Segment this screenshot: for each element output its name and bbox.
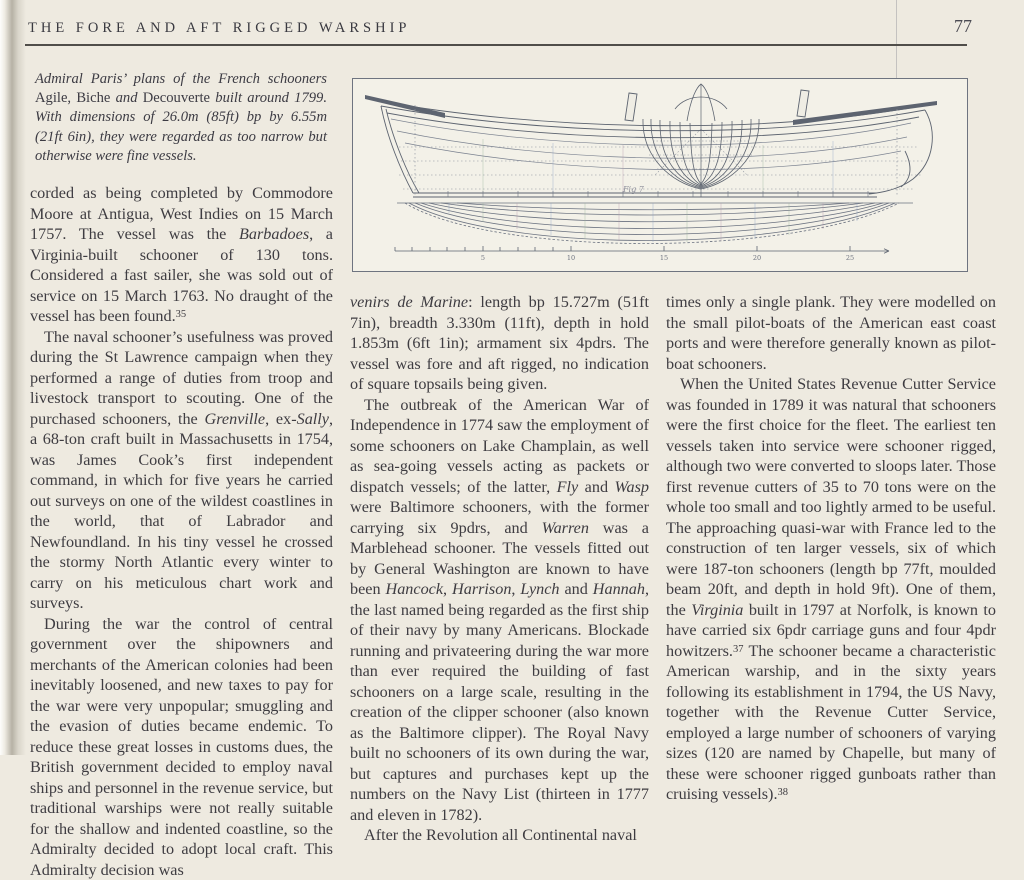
scan-edge-shadow: [0, 0, 26, 755]
running-header-title: THE FORE AND AFT RIGGED WARSHIP: [28, 20, 410, 37]
paragraph: [666, 374, 996, 805]
text-run: , the last named being regarded as the first ship of their navy by many Americans. Blockade running and privateering during the war more than ever required the building of fast schooners on a large scale, resulting in the creation of the clipper schooner (also known as the Baltimore clipper). The Royal Navy built no schooners of its own during the war, but captures and purchases kept up the numbers on the Navy List (thirteen in 1777 and eleven in 1782).: [350, 580, 649, 824]
text-run: ,: [443, 580, 452, 598]
page-number: 77: [946, 16, 980, 37]
waterline-dotted-lines: [397, 105, 923, 197]
text-run: The outbreak of the American War of Independence in 1774 saw the employment of some schooners on Lake Champlain, as well as sea-going vessels acting as packets or dispatch vessels; of the latter,: [350, 396, 649, 496]
foremast-stub: [625, 93, 637, 121]
text-run: Warren: [542, 519, 589, 537]
footnote-reference: 35: [176, 309, 187, 320]
text-run: Hancock: [386, 580, 444, 598]
half-breadth-waterlines: [397, 203, 913, 244]
text-run: Barbadoes: [239, 225, 309, 243]
text-column-right: [666, 292, 996, 805]
ship-lines-plan-figure: [352, 78, 968, 272]
header-rule: [25, 44, 967, 46]
text-run: , a 68-ton craft built in Massachusetts in 1754, was James Cook’s first independent command, in which for five years he carried out surveys on one of the wildest coastlines in the world, that of Labrador and Newfoundland. In his tiny vessel he crossed the stormy North Atlantic every winter to carry on his meticulous chart work and surveys.: [30, 410, 333, 613]
text-run: Grenville: [205, 410, 266, 428]
boom-spar: [793, 101, 937, 125]
text-run: Sally: [297, 410, 329, 428]
text-run: Agile, Biche: [35, 90, 116, 106]
text-run: When the United States Revenue Cutter Service was founded in 1789 it was natural that schooners were the first choice for the fleet. The earliest ten vessels taken into service were schooner rigged, although two were converted to sloops later. Those first revenue cutters of 35 to 70 tons were on the whole too small and too lightly armed to be useful. The approaching quasi-war with France led to the construction of ten larger vessels, six of which were 187-ton schooners (length bp 77ft, moulded beam 20ft, and depth in hold 9ft). One of them, the: [666, 375, 996, 619]
scale-label: 20: [753, 254, 761, 262]
paragraph: [350, 395, 649, 826]
text-run: Virginia: [691, 601, 743, 619]
scale-label: 25: [846, 254, 854, 262]
scale-label: 10: [567, 254, 575, 262]
text-run: Decouverte: [143, 90, 216, 106]
text-run: Fly: [557, 478, 579, 496]
paragraph: [30, 327, 333, 614]
figure-label: Fig 7: [622, 185, 645, 194]
figure-caption: [35, 70, 327, 166]
mainmast-stub: [797, 90, 809, 117]
ship-lines-plan-drawing: [353, 79, 967, 271]
footnote-reference: 38: [778, 787, 789, 798]
text-column-middle: [350, 292, 649, 846]
text-run: ,: [511, 580, 520, 598]
text-run: Harrison: [452, 580, 511, 598]
text-run: were Baltimore schooners, with the former carrying six 9pdrs, and: [350, 498, 649, 537]
text-run: and: [560, 580, 593, 598]
text-run: : length bp 15.727m (51ft 7in), breadth 3.330m (11ft), depth in hold 1.853m (6ft 1in); armament six 4pdrs. The vessel was fore and aft rigged, no indication of square topsails being given.: [350, 293, 649, 393]
text-run: and: [116, 90, 143, 106]
text-run: built in 1797 at Norfolk, is known to have carried six 6pdr carriage guns and four 4pdr howitzers.: [666, 601, 996, 660]
scale-label: 5: [481, 254, 485, 262]
station-lines: [449, 139, 857, 242]
text-run: The naval schooner’s usefulness was proved during the St Lawrence campaign when they performed a range of duties from troop and livestock transport to scouting. One of the purchased schooners, the: [30, 328, 333, 428]
text-run: The schooner became a characteristic American warship, and in the sixty years following its establishment in 1794, the US Navy, together with the Revenue Cutter Service, employed a large number of schooners of varying sizes (120 are named by Chapelle, but many of these were schooner rigged gunboats rather than cruising vessels).: [666, 642, 996, 804]
body-plan-sections: [643, 84, 759, 197]
scan-crease-line: [896, 0, 897, 78]
text-run: Hannah: [593, 580, 645, 598]
text-run: was a Marblehead schooner. The vessels fitted out by General Washington are known to have been: [350, 519, 649, 599]
scale-bar-labels: [481, 254, 854, 262]
bowsprit-spar: [365, 95, 445, 118]
footnote-reference: 37: [733, 644, 744, 655]
text-run: Admiral Paris’ plans of the French schooners: [35, 71, 327, 87]
text-run: , ex-: [265, 410, 297, 428]
text-run: times only a single plank. They were modelled on the small pilot-boats of the American east coast ports and were therefore generally known as pilot-boat schooners.: [666, 293, 996, 373]
paragraph: [666, 292, 996, 374]
paragraph: [350, 825, 649, 846]
paragraph: [30, 183, 333, 327]
text-run: During the war the control of central government over the shipowners and merchants of the American colonies had been inevitably loosened, and new taxes to pay for the war were very unpopular; smuggling and the evasion of duties became endemic. To reduce these great losses in customs dues, the British government decided to employ naval ships and personnel in the revenue service, but traditional warships were not really suitable for the shallow and indented coastline, so the Admiralty decided to adopt local craft. This Admiralty decision was: [30, 615, 333, 879]
text-run: built around 1799. With dimensions of 26.0m (85ft) bp by 6.55m (21ft 6in), they were regarded as too narrow but otherwise were fine vessels.: [35, 90, 327, 164]
paragraph: [30, 614, 333, 880]
text-run: , a Virginia-built schooner of 130 tons. Considered a fast sailer, she was sold out of service on 15 March 1763. No draught of the vessel has been found.: [30, 225, 333, 325]
text-column-left: [30, 183, 333, 880]
text-run: corded as being completed by Commodore Moore at Antigua, West Indies on 15 March 1757. The vessel was the: [30, 184, 333, 243]
text-run: Lynch: [520, 580, 559, 598]
keel-station-ticks: [448, 191, 868, 197]
scale-label: 15: [660, 254, 668, 262]
paragraph: [350, 292, 649, 395]
text-run: Wasp: [615, 478, 649, 496]
text-run: and: [578, 478, 614, 496]
text-run: venirs de Marine: [350, 293, 468, 311]
scale-bar: [395, 246, 889, 253]
text-run: After the Revolution all Continental naval: [364, 826, 637, 844]
